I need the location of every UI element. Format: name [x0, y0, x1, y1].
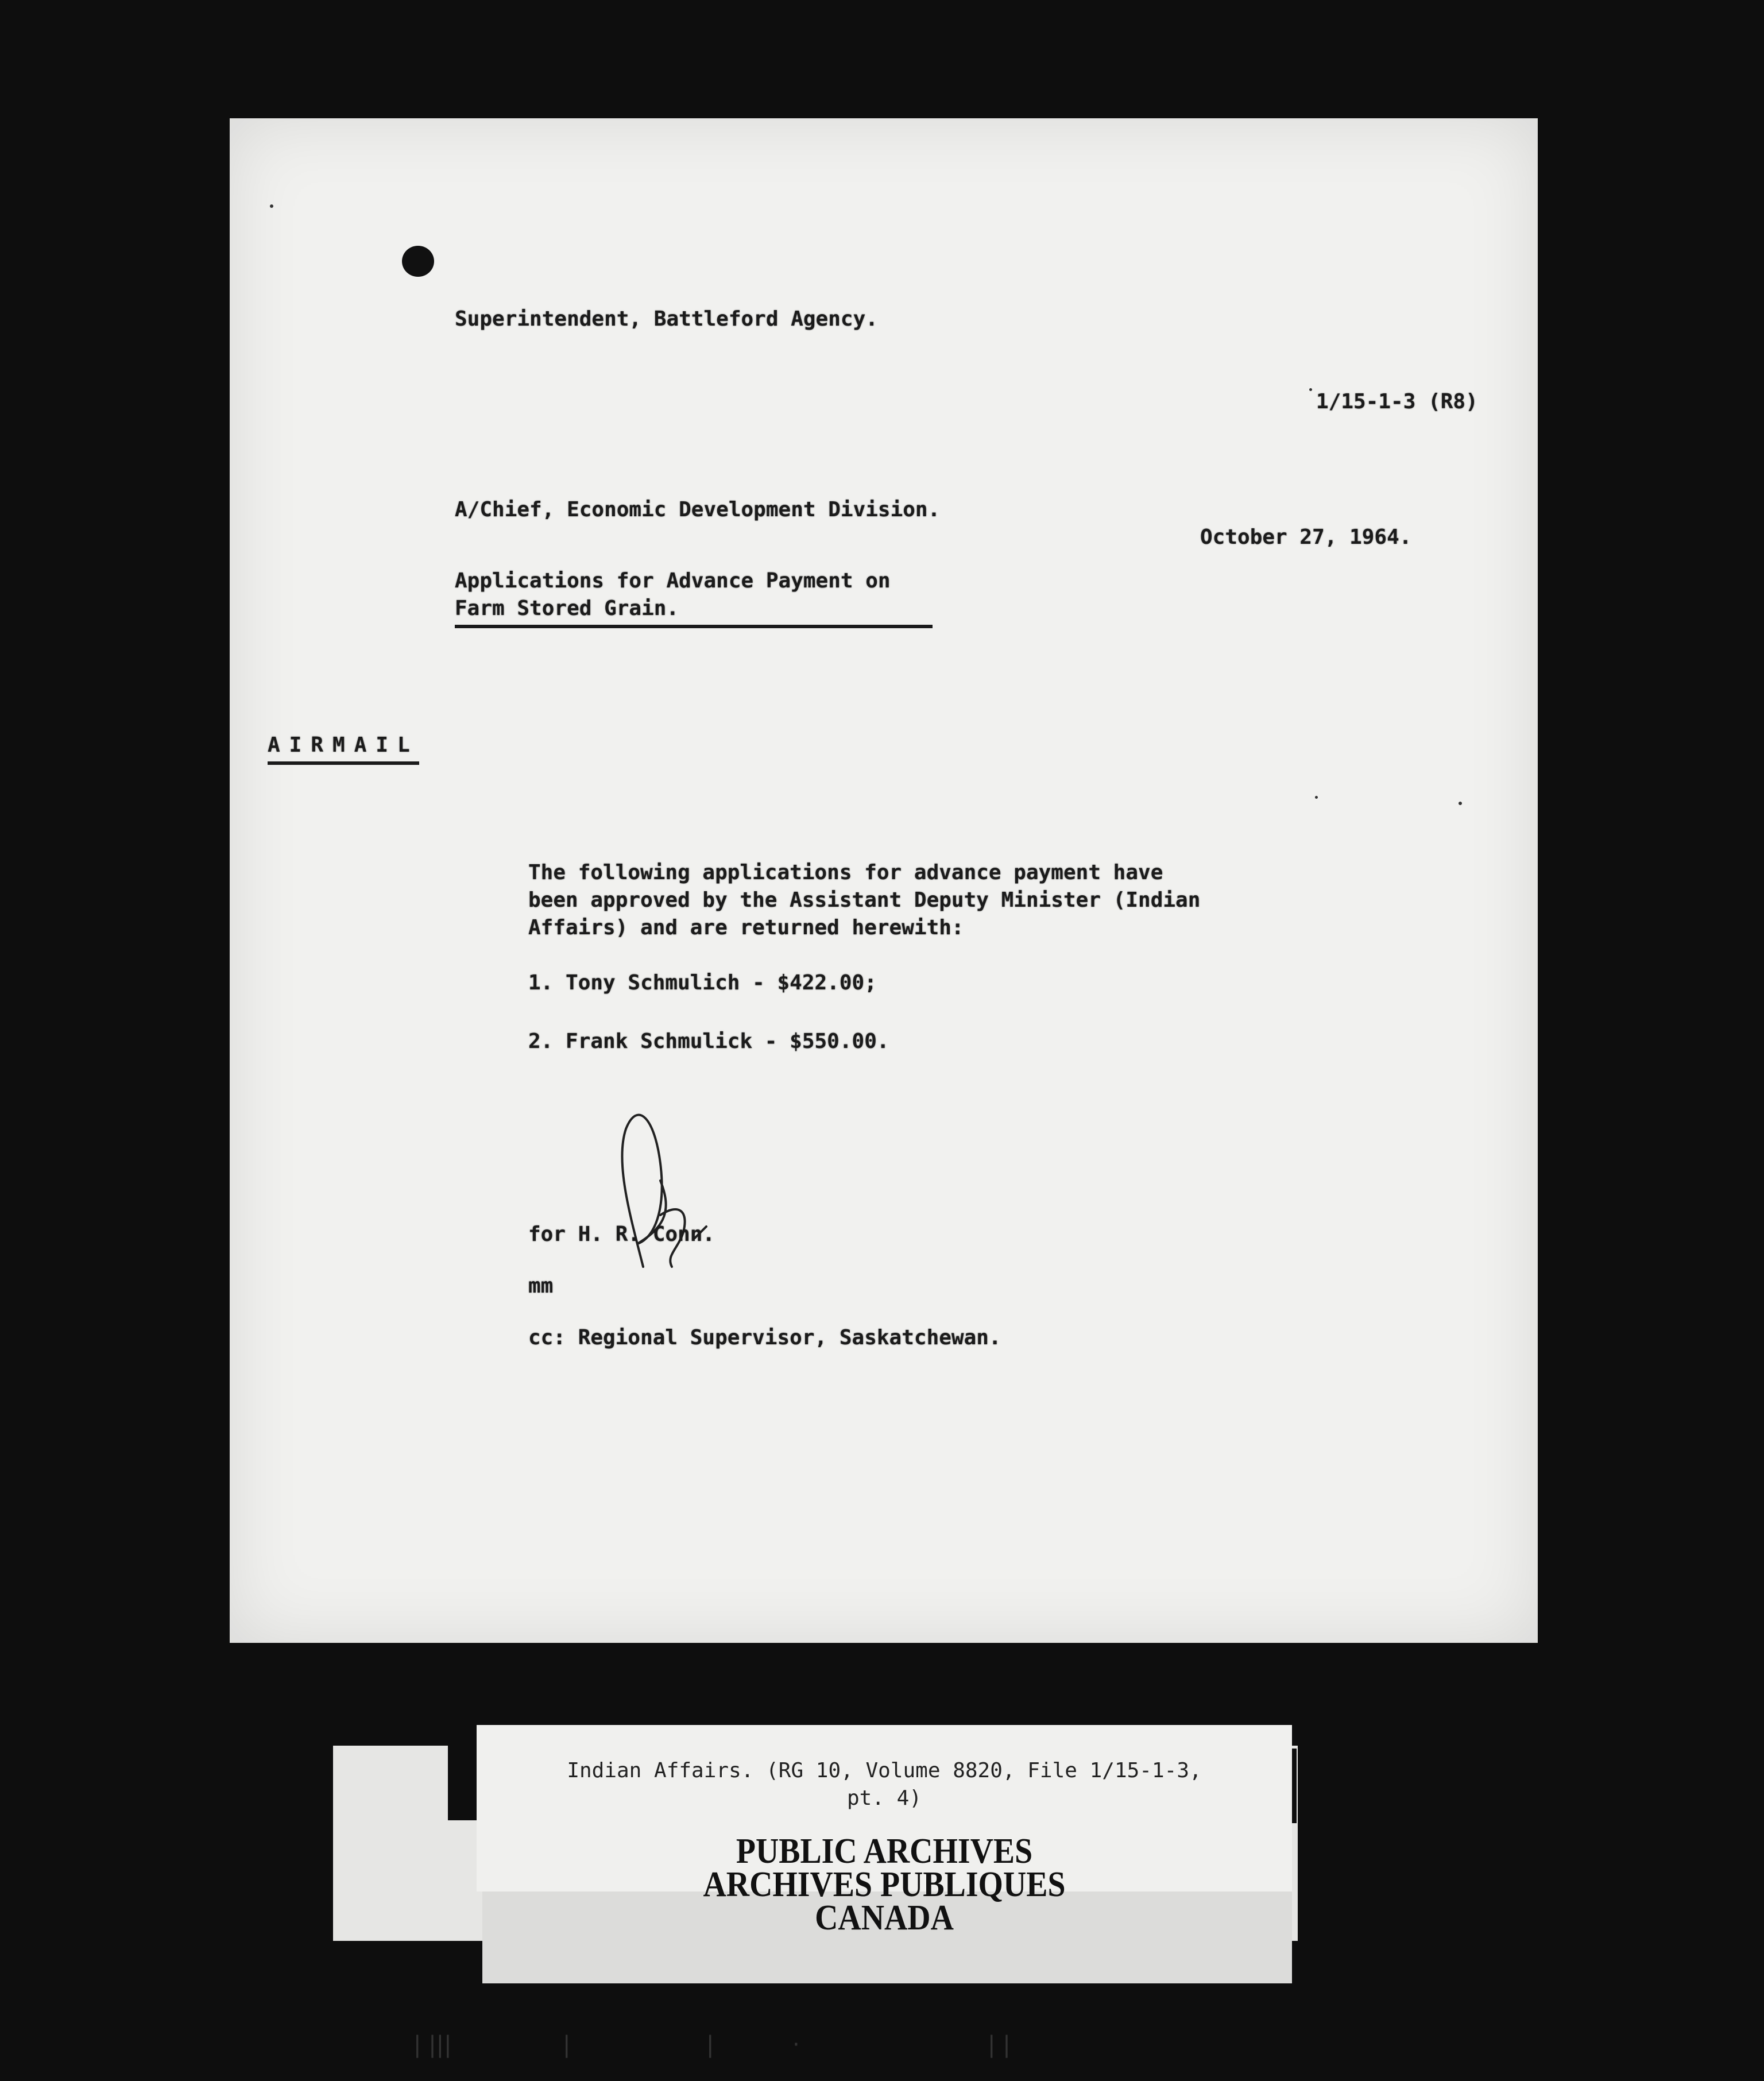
- film-edge-mark: | |||: [413, 2032, 452, 2058]
- archive-title-fr: ARCHIVES PUBLIQUES: [703, 1865, 1066, 1904]
- airmail-heading: AIRMAIL: [268, 732, 419, 765]
- label-edge-left: [448, 1746, 477, 1820]
- archive-title-en: PUBLIC ARCHIVES: [736, 1832, 1033, 1871]
- handwritten-signature: [574, 1094, 758, 1324]
- typist-initials: mm: [528, 1274, 554, 1298]
- file-reference: 1/15-1-3 (R8): [1316, 390, 1478, 413]
- archive-title-country: CANADA: [815, 1898, 954, 1937]
- body-line-3: Affairs) and are returned herewith:: [528, 916, 964, 939]
- speck: [270, 204, 273, 208]
- film-edge-mark: |: [706, 2032, 714, 2058]
- list-item-2: 2. Frank Schmulick - $550.00.: [528, 1030, 889, 1053]
- film-edge-mark: |: [563, 2032, 571, 2058]
- subject-line-1: Applications for Advance Payment on: [455, 569, 891, 593]
- body-line-2: been approved by the Assistant Deputy Minister (Indian: [528, 888, 1201, 912]
- list-item-1: 1. Tony Schmulich - $422.00;: [528, 971, 877, 995]
- archive-reference-line-1: Indian Affairs. (RG 10, Volume 8820, File 1/15-1-3,: [567, 1759, 1202, 1782]
- letter-sheet: [230, 118, 1538, 1643]
- signoff-line: for H. R. Conn.: [528, 1223, 715, 1246]
- archive-reference-line-2: pt. 4): [846, 1786, 922, 1810]
- recipient-line: Superintendent, Battleford Agency.: [455, 307, 878, 331]
- speck: [1309, 388, 1312, 391]
- speck: [1459, 802, 1462, 805]
- label-edge-right: [1292, 1749, 1297, 1823]
- cc-line: cc: Regional Supervisor, Saskatchewan.: [528, 1326, 1001, 1349]
- sender-line: A/Chief, Economic Development Division.: [455, 498, 941, 521]
- body-line-1: The following applications for advance payment have: [528, 861, 1163, 884]
- archive-title: [517, 1832, 1251, 1937]
- letter-date: October 27, 1964.: [1200, 525, 1412, 549]
- film-edge-mark: | |: [988, 2032, 1011, 2058]
- film-edge-mark: ·: [792, 2032, 800, 2058]
- archive-reference: [477, 1757, 1292, 1812]
- speck: [1315, 796, 1318, 799]
- subject-line-2: Farm Stored Grain.: [455, 595, 933, 628]
- punch-hole: [402, 246, 434, 277]
